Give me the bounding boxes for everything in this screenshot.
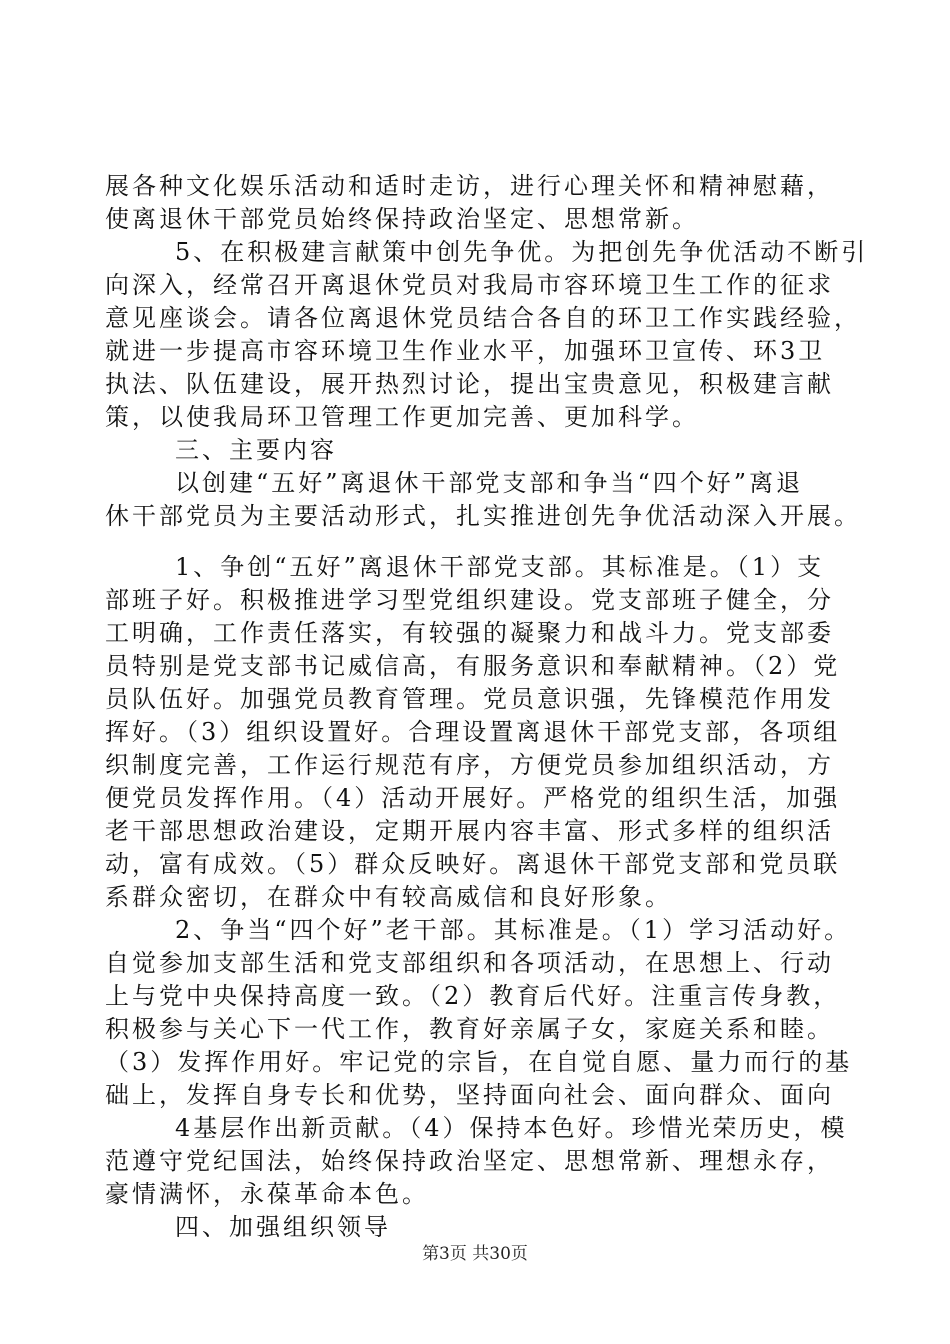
text-line: 老干部思想政治建设，定期开展内容丰富、形式多样的组织活 — [105, 817, 834, 845]
text-line: 休干部党员为主要活动形式，扎实推进创先争优活动深入开展。 — [105, 502, 861, 530]
page-number: 第3页 共30页 — [422, 1244, 528, 1264]
text-line: 范遵守党纪国法，始终保持政治坚定、思想常新、理想永存， — [105, 1147, 834, 1175]
text-line: 2、争当“四个好”老干部。其标准是。（1）学习活动好。 — [175, 916, 852, 944]
text-line: 执法、队伍建设，展开热烈讨论，提出宝贵意见，积极建言献 — [105, 370, 834, 398]
text-line: 豪情满怀，永葆革命本色。 — [105, 1180, 429, 1208]
text-line: 以创建“五好”离退休干部党支部和争当“四个好”离退 — [175, 469, 804, 497]
text-line: 部班子好。积极推进学习型党组织建设。党支部班子健全，分 — [105, 586, 834, 614]
text-line: 动，富有成效。（5）群众反映好。离退休干部党支部和党员联 — [105, 850, 841, 878]
text-line: 展各种文化娱乐活动和适时走访，进行心理关怀和精神慰藉， — [105, 172, 834, 200]
text-line: 4基层作出新贡献。（4）保持本色好。珍惜光荣历史，模 — [175, 1114, 848, 1142]
text-line: 策，以使我局环卫管理工作更加完善、更加科学。 — [105, 403, 699, 431]
text-line: 织制度完善，工作运行规范有序，方便党员参加组织活动，方 — [105, 751, 834, 779]
text-line: 就进一步提高市容环境卫生作业水平，加强环卫宣传、环3卫 — [105, 337, 826, 365]
section-heading: 三、主要内容 — [175, 436, 337, 464]
text-line: （3）发挥作用好。牢记党的宗旨，在自觉自愿、量力而行的基 — [105, 1048, 853, 1076]
text-line: 自觉参加支部生活和党支部组织和各项活动，在思想上、行动 — [105, 949, 834, 977]
text-line: 员特别是党支部书记威信高，有服务意识和奉献精神。（2）党 — [105, 652, 841, 680]
text-line: 挥好。（3）组织设置好。合理设置离退休干部党支部，各项组 — [105, 718, 841, 746]
section-heading: 四、加强组织领导 — [175, 1213, 391, 1241]
text-line: 积极参与关心下一代工作，教育好亲属子女，家庭关系和睦。 — [105, 1015, 834, 1043]
text-line: 便党员发挥作用。（4）活动开展好。严格党的组织生活，加强 — [105, 784, 841, 812]
text-line: 意见座谈会。请各位离退休党员结合各自的环卫工作实践经验， — [105, 304, 861, 332]
text-line: 员队伍好。加强党员教育管理。党员意识强，先锋模范作用发 — [105, 685, 834, 713]
text-line: 上与党中央保持高度一致。（2）教育后代好。注重言传身教， — [105, 982, 841, 1010]
text-line: 工明确，工作责任落实，有较强的凝聚力和战斗力。党支部委 — [105, 619, 834, 647]
text-line: 1、争创“五好”离退休干部党支部。其标准是。（1）支 — [175, 553, 825, 581]
text-line: 使离退休干部党员始终保持政治坚定、思想常新。 — [105, 205, 699, 233]
text-line: 向深入，经常召开离退休党员对我局市容环境卫生工作的征求 — [105, 271, 834, 299]
text-line: 5、在积极建言献策中创先争优。为把创先争优活动不断引 — [175, 238, 869, 266]
text-line: 础上，发挥自身专长和优势，坚持面向社会、面向群众、面向 — [105, 1081, 834, 1109]
text-line: 系群众密切，在群众中有较高威信和良好形象。 — [105, 883, 672, 911]
